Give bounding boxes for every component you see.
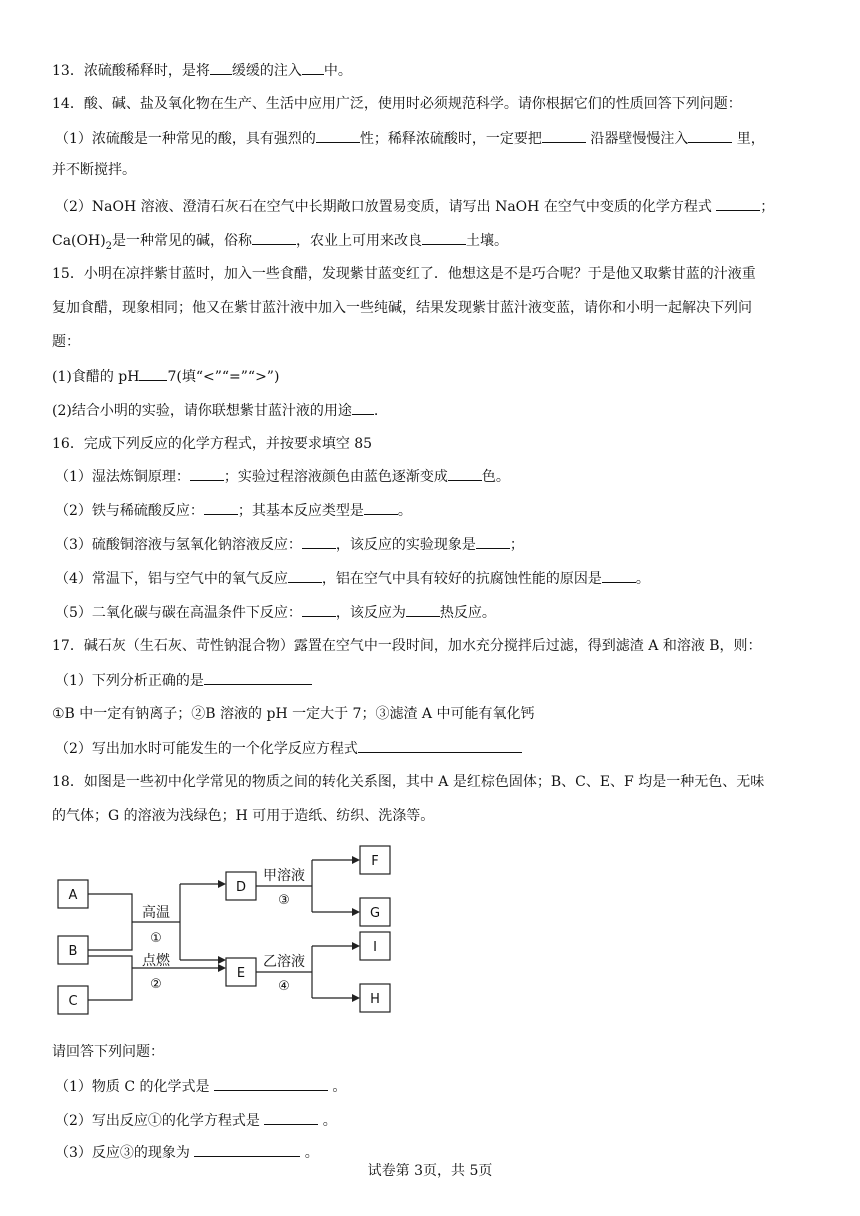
q15-p2-text-a: (2)结合小明的实验，请你联想紫甘蓝汁液的用途 (52, 403, 352, 419)
caoh2-formula: Ca(OH) (52, 233, 106, 249)
question-14-part-1 (55, 128, 765, 149)
q14-p2-text-c: 是一种常见的碱，俗称 (112, 233, 253, 249)
q13-text-c: 中。 (323, 63, 352, 79)
q14-p1-text-d: 里， (732, 131, 765, 147)
q13-blank-1[interactable] (210, 60, 232, 75)
q16-p2-blank-2[interactable] (364, 500, 398, 515)
q16-p3-blank-1[interactable] (302, 534, 336, 549)
q16-p1-text-c: 色。 (481, 469, 510, 485)
label-h: H (370, 992, 380, 1007)
q16-p3-text-a: （3）硫酸铜溶液与氢氧化钠溶液反应： (55, 537, 302, 553)
label-b: B (68, 944, 78, 959)
q16-p5-blank-2[interactable] (406, 602, 440, 617)
question-16-part-2 (55, 500, 412, 521)
question-18-line-2: 的气体；G 的溶液为浅绿色；H 可用于造纸、纺织、洗涤等。 (52, 808, 435, 824)
condition-4: 乙溶液 (263, 954, 305, 970)
question-17-part-2 (55, 738, 522, 759)
question-18-line-1: 18．如图是一些初中化学常见的物质之间的转化关系图，其中 A 是红棕色固体；B、C、E、F 均是一种无色、无味 (52, 774, 765, 790)
q13-text-a: 13．浓硫酸稀释时，是将 (52, 63, 210, 79)
reaction-number-3: ③ (278, 893, 290, 908)
q15-p1-blank[interactable] (139, 366, 167, 381)
question-18-part-2 (55, 1110, 337, 1131)
q17-p2-blank[interactable] (358, 738, 522, 753)
q14-p1-blank-1[interactable] (316, 128, 360, 143)
condition-3: 甲溶液 (263, 868, 305, 884)
q18-p3-text-b: 。 (300, 1145, 319, 1161)
label-c: C (68, 994, 78, 1009)
q16-p1-blank-1[interactable] (190, 466, 224, 481)
q14-p2-text-b: ； (760, 199, 775, 215)
q16-p1-blank-2[interactable] (448, 466, 482, 481)
q14-p1-blank-2[interactable] (542, 128, 586, 143)
question-14-part-1-cont: 并不断搅拌。 (52, 162, 136, 178)
conversion-diagram (50, 838, 410, 1028)
q16-p2-text-a: （2）铁与稀硫酸反应： (55, 503, 204, 519)
q16-p3-text-c: ； (509, 537, 524, 553)
question-16-part-4 (55, 568, 650, 589)
q14-p1-text-a: （1）浓硫酸是一种常见的酸，具有强烈的 (55, 131, 316, 147)
q15-p1-text-b: 7(填“<”“=”“>”) (167, 369, 280, 385)
q18-p2-text-b: 。 (318, 1113, 337, 1129)
q16-p2-text-c: 。 (397, 503, 412, 519)
question-16-part-1 (55, 466, 510, 487)
q18-p2-text-a: （2）写出反应①的化学方程式是 (55, 1113, 265, 1129)
page-footer: 试卷第 3页，共 5页 (367, 1163, 493, 1179)
question-14-stem: 14．酸、碱、盐及氧化物在生产、生活中应用广泛，使用时必须规范科学。请你根据它们的性质回答下列问题： (52, 96, 742, 112)
connector-ab (88, 894, 132, 950)
question-16-part-3 (55, 534, 524, 555)
q15-p2-text-b: . (373, 403, 379, 419)
reaction-number-1: ① (150, 931, 162, 946)
q14-p1-text-c: 沿器壁慢慢注入 (585, 131, 689, 147)
connector-bc (88, 956, 132, 1000)
q16-p5-text-b: ，该反应为 (335, 605, 406, 621)
condition-2: 点燃 (142, 953, 170, 969)
q17-p2-text: （2）写出加水时可能发生的一个化学反应方程式 (55, 741, 358, 757)
q15-p1-text-a: (1)食醋的 pH (52, 369, 140, 385)
label-i: I (373, 940, 377, 955)
q14-p2-blank-2[interactable] (252, 230, 296, 245)
q16-p5-text-a: （5）二氧化碳与碳在高温条件下反应： (55, 605, 302, 621)
label-f: F (371, 854, 379, 869)
q16-p4-blank-1[interactable] (288, 568, 322, 583)
q16-p3-text-b: ，该反应的实验现象是 (335, 537, 476, 553)
q16-p2-text-b: ；其基本反应类型是 (237, 503, 364, 519)
question-15-line-2: 复加食醋，现象相同；他又在紫甘蓝汁液中加入一些纯碱，结果发现紫甘蓝汁液变蓝，请你和小明一起解决下列问 (52, 300, 752, 316)
q16-p4-text-c: 。 (635, 571, 650, 587)
question-18-part-1 (55, 1076, 346, 1097)
q16-p5-blank-1[interactable] (302, 602, 336, 617)
q18-p3-blank[interactable] (194, 1142, 300, 1157)
question-18-prompt: 请回答下列问题： (52, 1044, 164, 1060)
reaction-number-4: ④ (278, 979, 290, 994)
q18-p1-text-b: 。 (327, 1079, 347, 1095)
question-17-stem: 17．碱石灰（生石灰、苛性钠混合物）露置在空气中一段时间，加水充分搅拌后过滤，得到滤渣 A 和溶液 B，则： (52, 638, 762, 654)
question-15-part-2 (52, 400, 378, 421)
question-16-part-5 (55, 602, 496, 623)
q14-p1-blank-3[interactable] (688, 128, 732, 143)
q14-p1-text-b: 性；稀释浓硫酸时，一定要把 (359, 131, 542, 147)
q18-p1-blank[interactable] (214, 1076, 328, 1091)
label-d: D (235, 880, 247, 895)
question-15-part-1 (52, 366, 279, 387)
label-g: G (369, 906, 381, 921)
q16-p2-blank-1[interactable] (204, 500, 238, 515)
question-17-options: ①B 中一定有钠离子；②B 溶液的 pH 一定大于 7；③滤渣 A 中可能有氧化钙 (52, 706, 535, 722)
question-14-part-2-cont (52, 230, 508, 257)
condition-1: 高温 (142, 905, 170, 921)
question-15-line-3: 题： (52, 334, 80, 350)
q14-p2-text-a: （2）NaOH 溶液、澄清石灰石在空气中长期敞口放置易变质，请写出 NaOH 在空气中变质的化学方程式 (55, 199, 717, 215)
q14-p2-blank-3[interactable] (422, 230, 466, 245)
caoh2-subscript: 2 (105, 240, 113, 252)
question-14-part-2 (55, 196, 774, 217)
q16-p1-text-b: ；实验过程溶液颜色由蓝色逐渐变成 (223, 469, 448, 485)
label-a: A (68, 888, 78, 903)
q18-p3-text-a: （3）反应③的现象为 (55, 1145, 195, 1161)
reaction-number-2: ② (150, 977, 162, 992)
question-13 (52, 60, 352, 81)
q14-p2-text-d: ，农业上可用来改良 (296, 233, 423, 249)
q17-p1-blank[interactable] (204, 670, 312, 685)
q17-p1-text: （1）下列分析正确的是 (55, 673, 204, 689)
question-16-stem: 16．完成下列反应的化学方程式，并按要求填空 85 (52, 436, 373, 452)
question-17-part-1 (55, 670, 312, 691)
q15-p2-blank[interactable] (352, 400, 374, 415)
q16-p3-blank-2[interactable] (476, 534, 510, 549)
question-15-line-1: 15．小明在凉拌紫甘蓝时，加入一些食醋，发现紫甘蓝变红了．他想这是不是巧合呢？于是他又取紫甘蓝的汁液重 (52, 266, 756, 282)
q16-p5-text-c: 热反应。 (439, 605, 496, 621)
q18-p2-blank[interactable] (264, 1110, 318, 1125)
q13-text-b: 缓缓的注入 (231, 63, 302, 79)
label-e: E (236, 966, 246, 981)
q16-p4-text-b: ，铝在空气中具有较好的抗腐蚀性能的原因是 (321, 571, 602, 587)
q16-p4-blank-2[interactable] (602, 568, 636, 583)
q16-p1-text-a: （1）湿法炼铜原理： (55, 469, 190, 485)
q18-p1-text-a: （1）物质 C 的化学式是 (55, 1079, 214, 1095)
q14-p2-text-e: 土壤。 (466, 233, 509, 249)
q13-blank-2[interactable] (302, 60, 324, 75)
q16-p4-text-a: （4）常温下，铝与空气中的氧气反应 (55, 571, 288, 587)
q14-p2-blank-1[interactable] (716, 196, 760, 211)
